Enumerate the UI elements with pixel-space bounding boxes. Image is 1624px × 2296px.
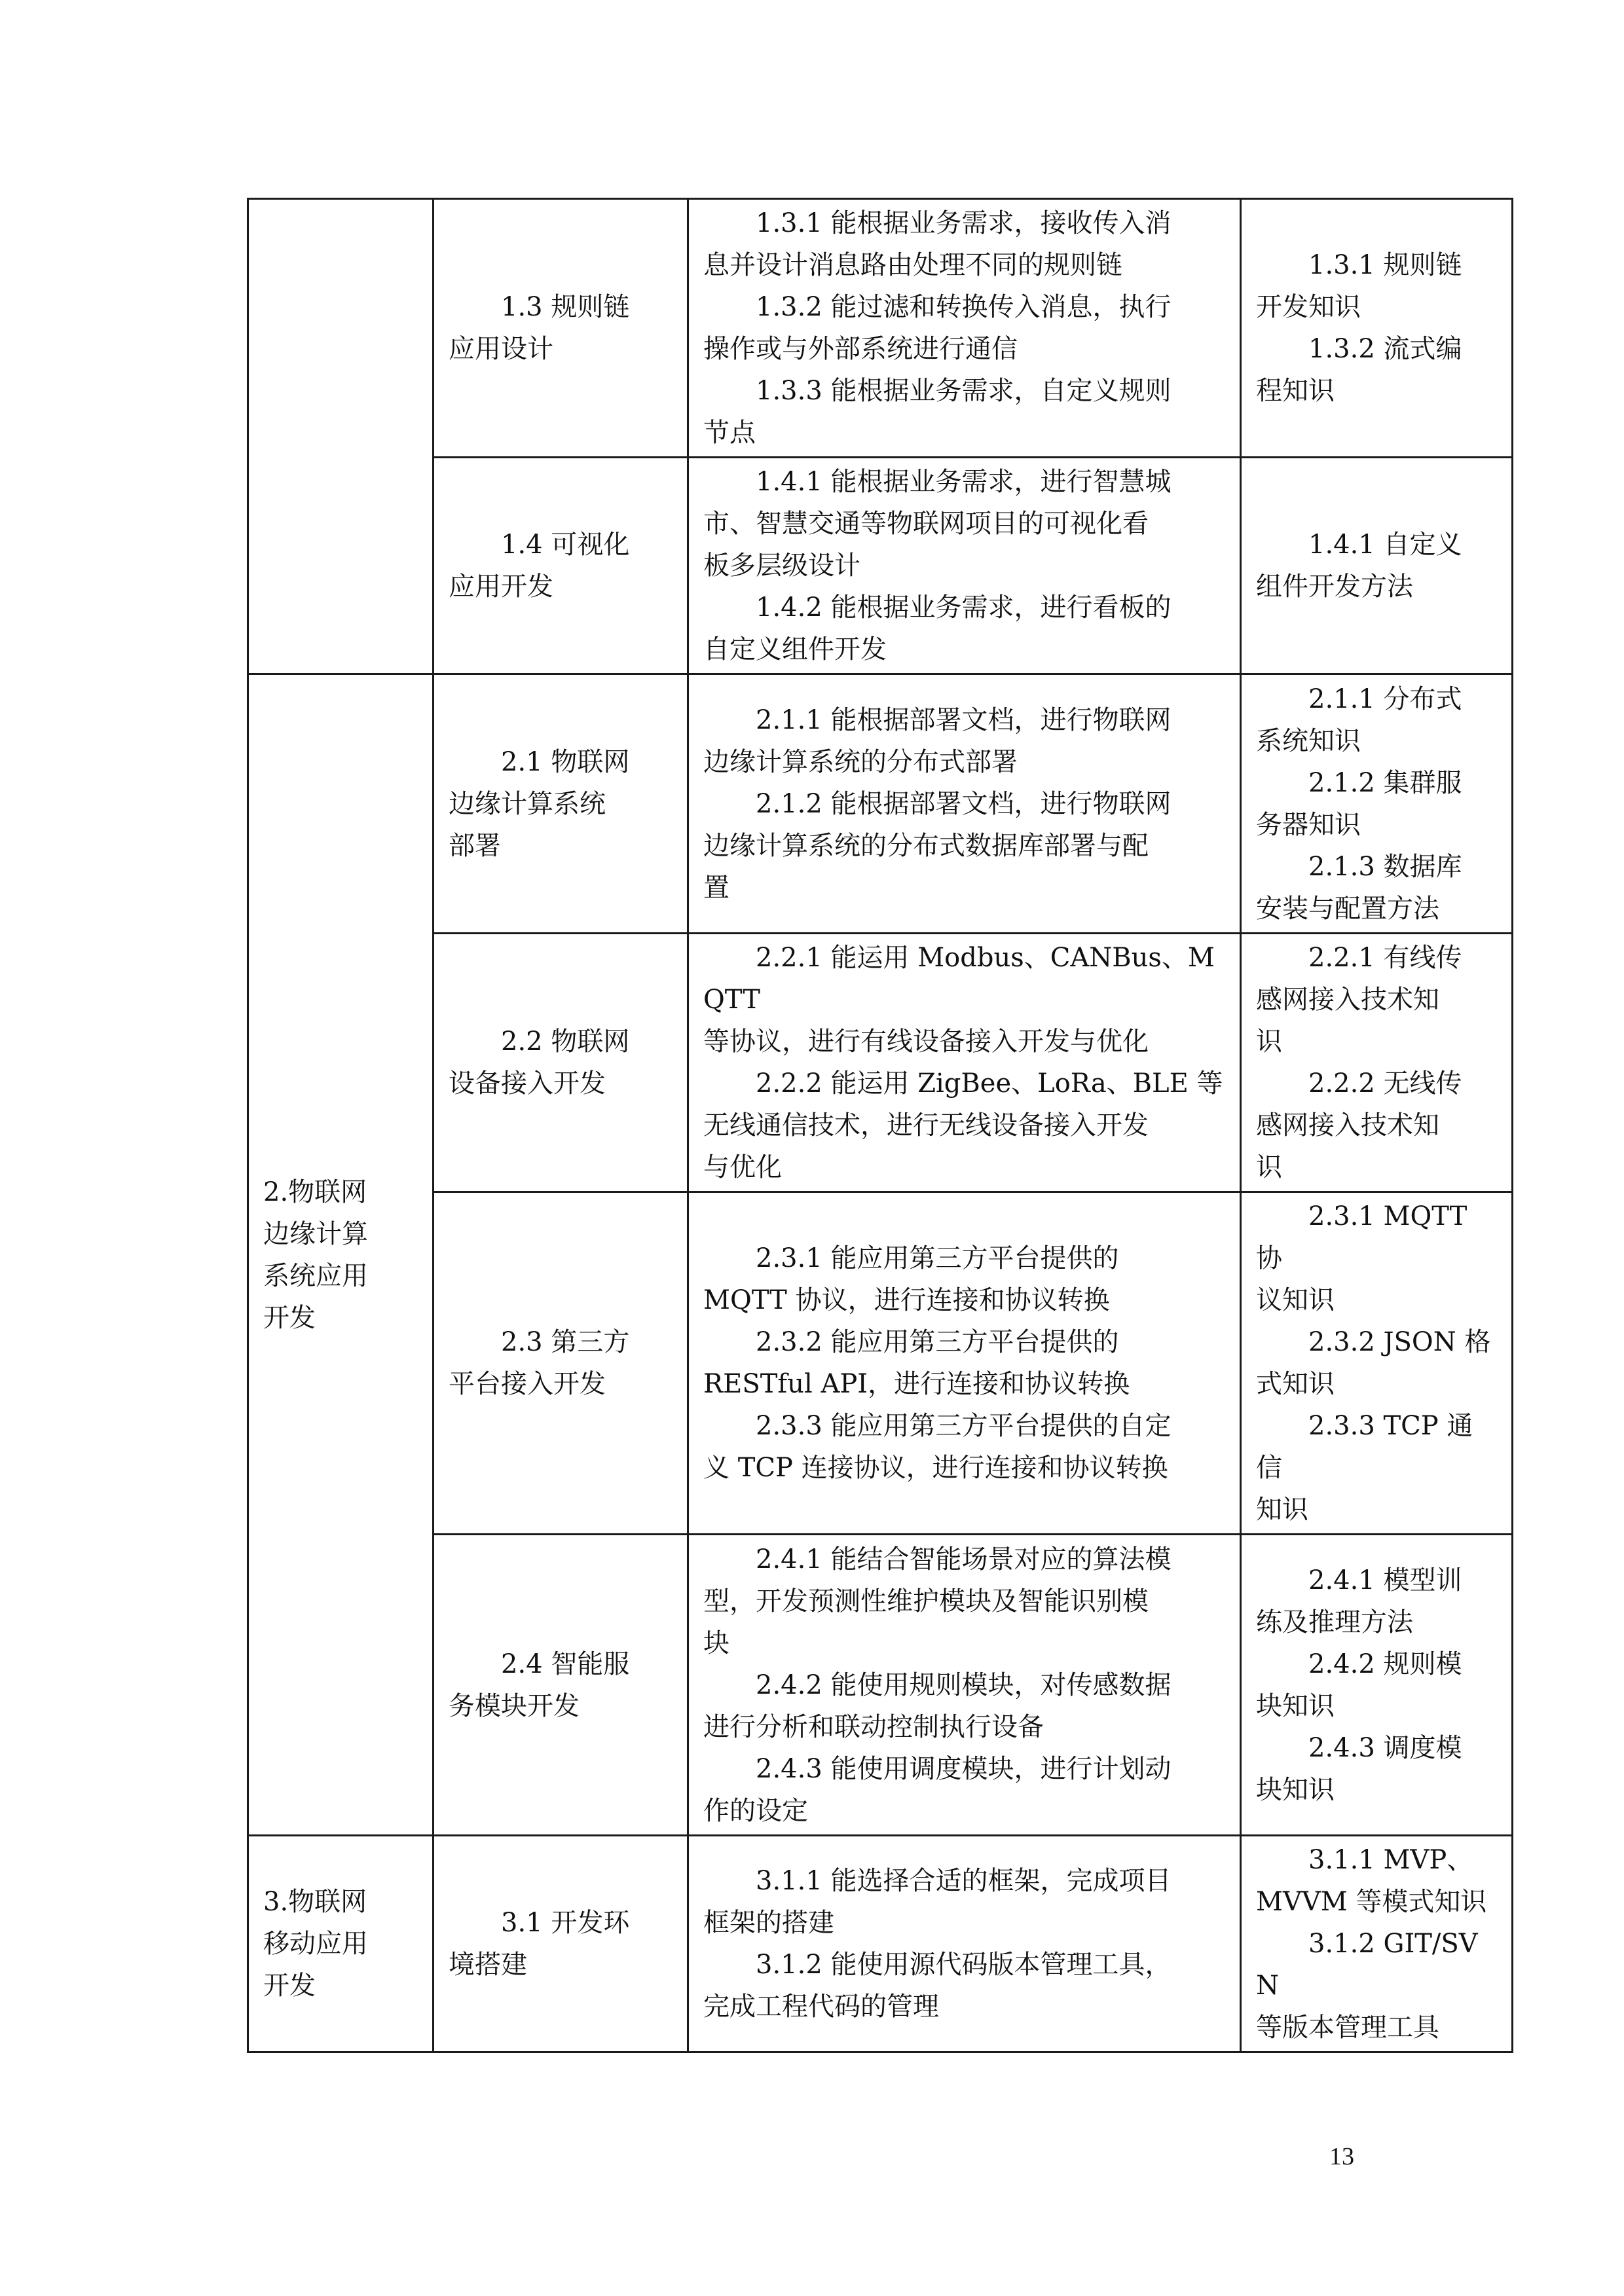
category-text: 3.物联网 xyxy=(263,1887,367,1917)
skill-text: 2.3.2 能应用第三方平台提供的 xyxy=(756,1327,1119,1357)
skill-text: 3.1.2 能使用源代码版本管理工具， xyxy=(756,1950,1172,1980)
item-text: 设备接入开发 xyxy=(449,1068,606,1099)
skill-cell-2-1 xyxy=(688,674,1241,934)
table-row xyxy=(248,1535,1513,1836)
skill-text: 1.3.3 能根据业务需求，自定义规则 xyxy=(756,376,1172,406)
skill-cell-1-4 xyxy=(688,458,1241,674)
skill-cell-3-1 xyxy=(688,1836,1241,2052)
knowledge-text: 3.1.2 GIT/SVN xyxy=(1256,1929,1478,2001)
table-row xyxy=(248,458,1513,674)
skill-text: 2.3.3 能应用第三方平台提供的自定 xyxy=(756,1411,1172,1441)
skill-text: 置 xyxy=(703,872,729,903)
skill-text: 2.1.2 能根据部署文档，进行物联网 xyxy=(756,788,1172,819)
skill-text: 2.1.1 能根据部署文档，进行物联网 xyxy=(756,704,1172,735)
item-text: 部署 xyxy=(449,830,501,861)
knowledge-text: 2.1.3 数据库 xyxy=(1308,851,1462,882)
item-text: 1.3 规则链 xyxy=(501,292,630,322)
skill-text: 义 TCP 连接协议，进行连接和协议转换 xyxy=(703,1453,1168,1483)
skill-text: 3.1.1 能选择合适的框架，完成项目 xyxy=(756,1866,1172,1896)
item-text: 境搭建 xyxy=(449,1950,527,1980)
knowledge-text: 知识 xyxy=(1256,1495,1308,1525)
item-cell-2-4 xyxy=(434,1535,688,1836)
skill-cell-1-3 xyxy=(688,199,1241,458)
skill-text: 自定义组件开发 xyxy=(703,634,887,665)
knowledge-text: 2.2.1 有线传 xyxy=(1308,943,1462,973)
item-cell-3-1 xyxy=(434,1836,688,2052)
category-text: 开发 xyxy=(263,1302,316,1333)
skill-text: RESTful API，进行连接和协议转换 xyxy=(703,1369,1130,1399)
knowledge-cell-2-1 xyxy=(1241,674,1513,934)
item-text: 平台接入开发 xyxy=(449,1369,606,1399)
item-text: 1.4 可视化 xyxy=(501,530,630,560)
skill-text: 2.2.1 能运用 Modbus、CANBus、MQTT xyxy=(703,943,1215,1015)
skill-text: 无线通信技术，进行无线设备接入开发 xyxy=(703,1110,1149,1140)
item-cell-2-3 xyxy=(434,1192,688,1535)
knowledge-text: 等版本管理工具 xyxy=(1256,2013,1439,2043)
skill-cell-2-4 xyxy=(688,1535,1241,1836)
category-text: 开发 xyxy=(263,1971,316,2001)
skill-text: 型，开发预测性维护模块及智能识别模 xyxy=(703,1586,1149,1616)
knowledge-text: 块知识 xyxy=(1256,1774,1335,1805)
knowledge-text: 感网接入技术知 xyxy=(1256,1110,1439,1140)
knowledge-cell-2-2 xyxy=(1241,934,1513,1192)
knowledge-text: 2.1.1 分布式 xyxy=(1308,683,1462,714)
knowledge-cell-1-3 xyxy=(1241,199,1513,458)
knowledge-text: 练及推理方法 xyxy=(1256,1607,1413,1637)
knowledge-text: 式知识 xyxy=(1256,1369,1335,1399)
knowledge-text: 识 xyxy=(1256,1027,1282,1057)
skill-cell-2-2 xyxy=(688,934,1241,1192)
item-cell-1-3 xyxy=(434,199,688,458)
knowledge-text: 1.3.1 规则链 xyxy=(1308,250,1462,280)
item-text: 3.1 开发环 xyxy=(501,1908,630,1938)
knowledge-cell-3-1 xyxy=(1241,1836,1513,2052)
skill-text: 块 xyxy=(703,1628,729,1658)
skill-text: 板多层级设计 xyxy=(703,551,860,581)
skill-text: 2.3.1 能应用第三方平台提供的 xyxy=(756,1243,1119,1273)
skill-text: 1.4.2 能根据业务需求，进行看板的 xyxy=(756,592,1172,623)
category-text: 2.物联网 xyxy=(263,1176,367,1207)
competency-table xyxy=(247,198,1513,2053)
skill-text: 操作或与外部系统进行通信 xyxy=(703,334,1018,364)
knowledge-text: 1.4.1 自定义 xyxy=(1308,530,1462,560)
knowledge-text: 1.3.2 流式编 xyxy=(1308,334,1462,364)
item-text: 2.1 物联网 xyxy=(501,746,630,777)
knowledge-text: 2.3.3 TCP 通信 xyxy=(1256,1411,1473,1483)
table-row xyxy=(248,934,1513,1192)
knowledge-text: 2.3.1 MQTT 协 xyxy=(1256,1201,1467,1273)
item-text: 2.4 智能服 xyxy=(501,1649,630,1679)
skill-text: 节点 xyxy=(703,418,756,448)
skill-text: MQTT 协议，进行连接和协议转换 xyxy=(703,1285,1110,1315)
skill-text: 2.4.1 能结合智能场景对应的算法模 xyxy=(756,1544,1172,1575)
knowledge-text: 2.1.2 集群服 xyxy=(1308,767,1462,798)
knowledge-text: 2.4.2 规则模 xyxy=(1308,1649,1462,1679)
knowledge-text: 感网接入技术知 xyxy=(1256,985,1439,1015)
category-cell-1 xyxy=(248,199,434,674)
item-cell-1-4 xyxy=(434,458,688,674)
skill-text: 框架的搭建 xyxy=(703,1908,834,1938)
item-text: 2.2 物联网 xyxy=(501,1027,630,1057)
skill-text: 市、智慧交通等物联网项目的可视化看 xyxy=(703,509,1149,539)
knowledge-text: 务器知识 xyxy=(1256,809,1361,840)
skill-text: 2.4.3 能使用调度模块，进行计划动 xyxy=(756,1753,1172,1784)
skill-text: 息并设计消息路由处理不同的规则链 xyxy=(703,250,1122,280)
knowledge-text: 2.4.1 模型训 xyxy=(1308,1565,1462,1595)
category-cell-2 xyxy=(248,674,434,1836)
skill-text: 1.4.1 能根据业务需求，进行智慧城 xyxy=(756,467,1172,497)
category-text: 系统应用 xyxy=(263,1260,368,1291)
item-cell-2-1 xyxy=(434,674,688,934)
knowledge-text: MVVM 等模式知识 xyxy=(1256,1887,1487,1917)
skill-text: 边缘计算系统的分布式数据库部署与配 xyxy=(703,830,1149,861)
knowledge-text: 识 xyxy=(1256,1152,1282,1182)
skill-text: 1.3.1 能根据业务需求，接收传入消 xyxy=(756,208,1172,238)
item-text: 应用开发 xyxy=(449,572,553,602)
skill-text: 2.2.2 能运用 ZigBee、LoRa、BLE 等 xyxy=(756,1068,1223,1099)
knowledge-text: 2.2.2 无线传 xyxy=(1308,1068,1462,1099)
skill-text: 等协议，进行有线设备接入开发与优化 xyxy=(703,1027,1149,1057)
knowledge-cell-2-3 xyxy=(1241,1192,1513,1535)
skill-cell-2-3 xyxy=(688,1192,1241,1535)
knowledge-text: 程知识 xyxy=(1256,376,1335,406)
knowledge-cell-2-4 xyxy=(1241,1535,1513,1836)
knowledge-text: 议知识 xyxy=(1256,1285,1335,1315)
item-text: 2.3 第三方 xyxy=(501,1327,630,1357)
table-row xyxy=(248,674,1513,934)
category-text: 移动应用 xyxy=(263,1929,368,1959)
knowledge-text: 2.3.2 JSON 格 xyxy=(1308,1327,1491,1357)
skill-text: 进行分析和联动控制执行设备 xyxy=(703,1711,1044,1742)
skill-text: 边缘计算系统的分布式部署 xyxy=(703,746,1018,777)
knowledge-text: 3.1.1 MVP、 xyxy=(1308,1845,1473,1875)
skill-text: 与优化 xyxy=(703,1152,782,1182)
item-text: 务模块开发 xyxy=(449,1690,580,1721)
skill-text: 作的设定 xyxy=(703,1795,808,1826)
category-text: 边缘计算 xyxy=(263,1218,368,1249)
item-text: 应用设计 xyxy=(449,334,553,364)
table-row xyxy=(248,1836,1513,2052)
knowledge-cell-1-4 xyxy=(1241,458,1513,674)
knowledge-text: 2.4.3 调度模 xyxy=(1308,1732,1462,1763)
skill-text: 2.4.2 能使用规则模块，对传感数据 xyxy=(756,1669,1172,1700)
skill-text: 1.3.2 能过滤和转换传入消息，执行 xyxy=(756,292,1172,322)
knowledge-text: 组件开发方法 xyxy=(1256,572,1413,602)
knowledge-text: 开发知识 xyxy=(1256,292,1361,322)
knowledge-text: 块知识 xyxy=(1256,1690,1335,1721)
knowledge-text: 安装与配置方法 xyxy=(1256,893,1439,924)
table-row xyxy=(248,1192,1513,1535)
item-cell-2-2 xyxy=(434,934,688,1192)
page-number: 13 xyxy=(1329,2143,1354,2170)
knowledge-text: 系统知识 xyxy=(1256,725,1361,756)
skill-text: 完成工程代码的管理 xyxy=(703,1992,939,2022)
item-text: 边缘计算系统 xyxy=(449,788,606,819)
category-cell-3 xyxy=(248,1836,434,2052)
table-row xyxy=(248,199,1513,458)
